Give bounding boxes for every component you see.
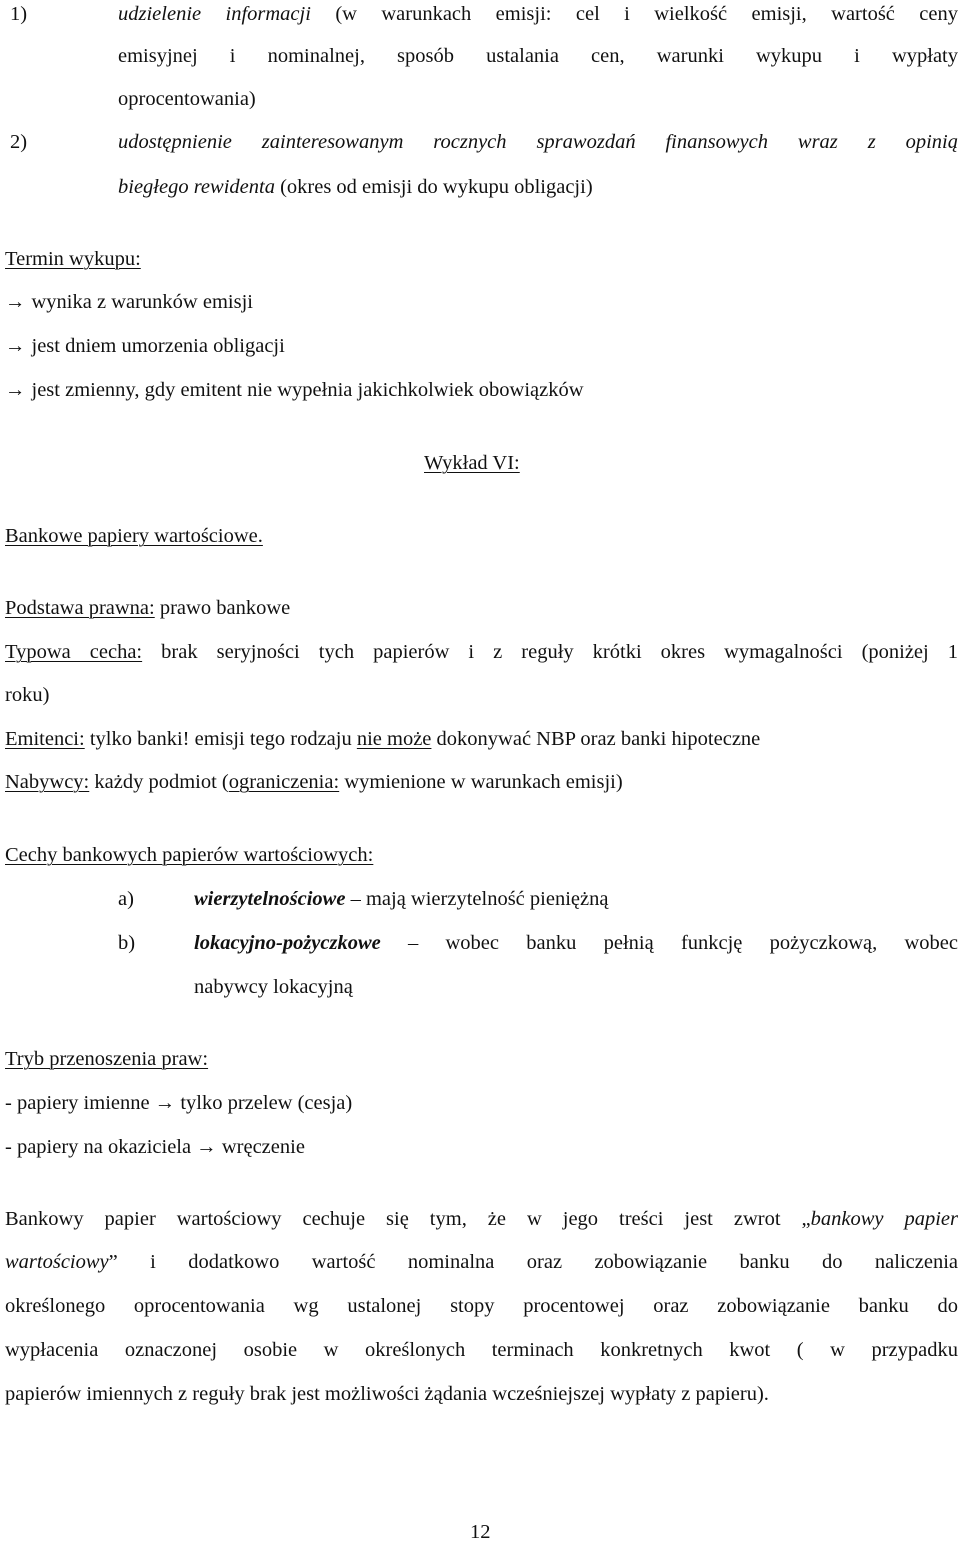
podstawa-line [5, 598, 290, 619]
list-item-number: 1) [10, 3, 28, 25]
list-item-line [118, 177, 593, 198]
podstawa-text: prawo bankowe [159, 597, 291, 619]
termin-heading: Termin wykupu: [5, 248, 141, 270]
paragraph-line: papierów imiennych z reguły brak jest możliwości żądania wcześniejszej wypłaty z papieru). [5, 1383, 769, 1405]
list-item-text: (okres od emisji do wykupu obligacji) [280, 176, 593, 198]
emitenci-label: Emitenci: [5, 728, 85, 750]
termin-item-text: jest zmienny, gdy emitent nie wypełnia jakichkolwiek obowiązków [31, 379, 584, 401]
list-item-number: 2) [10, 131, 28, 153]
section-title: Bankowe papiery wartościowe. [5, 525, 263, 547]
emitenci-text: tylko banki! emisji tego rodzaju [89, 728, 352, 750]
cechy-term: wierzytelnościowe [194, 888, 346, 910]
cechy-term: lokacyjno-pożyczkowe [194, 932, 381, 954]
termin-item [5, 292, 253, 313]
lecture-title: Wykład VI: [424, 452, 520, 474]
cechy-text: – mają wierzytelność pieniężną [350, 888, 609, 910]
termin-item [5, 336, 285, 357]
cechy-text: – wobec banku pełnią funkcję pożyczkową, wobec [408, 932, 958, 954]
cechy-item-continuation: nabywcy lokacyjną [194, 976, 353, 998]
podstawa-label: Podstawa prawna: [5, 597, 155, 619]
paragraph-emphasis: wartościowy [5, 1251, 109, 1273]
emitenci-emphasis: nie może [356, 728, 432, 750]
arrow-icon: → [5, 291, 26, 313]
paragraph-emphasis: bankowy papier [810, 1208, 958, 1230]
arrow-icon: → [5, 379, 26, 401]
cechy-item [194, 889, 608, 910]
paragraph-line [5, 1252, 958, 1273]
typowa-line [5, 642, 958, 663]
paragraph-text: Bankowy papier wartościowy cechuje się tym, że w jego treści jest zwrot „ [5, 1208, 811, 1230]
paragraph-text: ” i dodatkowo wartość nominalna oraz zobowiązanie banku do naliczenia [108, 1251, 958, 1273]
nabywcy-emphasis: ograniczenia: [228, 771, 340, 793]
termin-item-text: jest dniem umorzenia obligacji [31, 335, 285, 357]
cechy-letter: a) [118, 888, 134, 910]
list-item-term: biegłego rewidenta [118, 176, 275, 198]
list-item-text: (w warunkach emisji: cel i wielkość emisji, wartość ceny [335, 3, 958, 25]
list-item-line: oprocentowania) [118, 88, 256, 110]
termin-item [5, 380, 584, 401]
termin-item-text: wynika z warunków emisji [31, 291, 253, 313]
tryb-item: - papiery na okaziciela → wręczenie [5, 1136, 305, 1158]
page-number: 12 [470, 1521, 491, 1543]
paragraph-line: wypłacenia oznaczonej osobie w określonych terminach konkretnych kwot ( w przypadku [5, 1339, 958, 1361]
arrow-icon: → [5, 335, 26, 357]
tryb-heading: Tryb przenoszenia praw: [5, 1048, 209, 1070]
list-item-term: udostępnienie zainteresowanym rocznych sprawozdań finansowych wraz z opinią [118, 131, 958, 153]
typowa-line: roku) [5, 684, 50, 706]
list-item-term: udzielenie informacji [118, 3, 311, 25]
cechy-item [194, 933, 958, 954]
cechy-heading: Cechy bankowych papierów wartościowych: [5, 844, 374, 866]
typowa-text: brak seryjności tych papierów i z reguły krótki okres wymagalności (poniżej 1 [161, 641, 959, 663]
list-item-line: emisyjnej i nominalnej, sposób ustalania cen, warunki wykupu i wypłaty [118, 45, 958, 67]
emitenci-text: dokonywać NBP oraz banki hipoteczne [436, 728, 761, 750]
nabywcy-text: wymienione w warunkach emisji) [344, 771, 623, 793]
nabywcy-label: Nabywcy: [5, 771, 90, 793]
nabywcy-text: każdy podmiot ( [94, 771, 229, 793]
paragraph-line: określonego oprocentowania wg ustalonej stopy procentowej oraz zobowiązanie banku do [5, 1295, 958, 1317]
emitenci-line [5, 729, 760, 750]
cechy-letter: b) [118, 932, 136, 954]
nabywcy-line [5, 772, 623, 793]
paragraph-line [5, 1209, 958, 1230]
typowa-label: Typowa cecha: [5, 641, 143, 663]
tryb-item: - papiery imienne → tylko przelew (cesja) [5, 1092, 353, 1114]
list-item-line [118, 4, 958, 25]
